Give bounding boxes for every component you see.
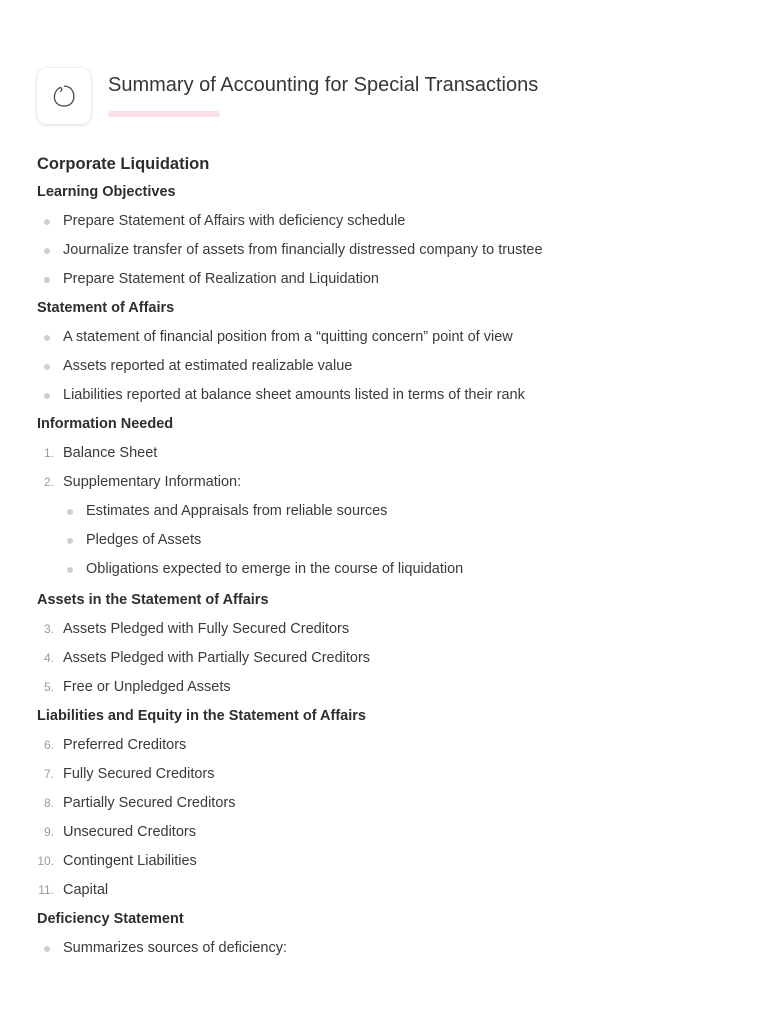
item-number: 5. — [43, 680, 54, 694]
list-item-text: Assets Pledged with Fully Secured Creditors — [63, 621, 350, 637]
numbered-item — [37, 644, 737, 673]
list-item — [37, 934, 737, 963]
deficiency-heading: Deficiency Statement — [37, 911, 184, 927]
numbered-item — [37, 439, 737, 468]
title-accent-bar — [108, 111, 220, 117]
list-item-text: Partially Secured Creditors — [63, 795, 236, 811]
item-number: 8. — [43, 796, 54, 810]
bullet-icon — [67, 567, 73, 573]
nested-list-item — [37, 497, 737, 526]
learning-objectives-heading: Learning Objectives — [37, 184, 176, 200]
item-number: 6. — [43, 738, 54, 752]
numbered-item — [37, 818, 737, 847]
bullet-icon — [67, 509, 73, 515]
numbered-item — [37, 760, 737, 789]
numbered-item — [37, 731, 737, 760]
supplementary-info-list — [37, 497, 737, 584]
item-number: 1. — [43, 446, 54, 460]
bullet-icon — [44, 946, 50, 952]
list-item-text: Journalize transfer of assets from financially distressed company to trustee — [63, 242, 543, 258]
bullet-icon — [67, 538, 73, 544]
list-item-text: Fully Secured Creditors — [63, 766, 215, 782]
assets-list — [37, 615, 737, 702]
list-item-text: Liabilities reported at balance sheet amounts listed in terms of their rank — [63, 387, 525, 403]
page-header — [37, 68, 737, 128]
section-title: Corporate Liquidation — [37, 155, 210, 173]
list-item-text: Contingent Liabilities — [63, 853, 197, 869]
bullet-icon — [44, 364, 50, 370]
liabilities-heading: Liabilities and Equity in the Statement of Affairs — [37, 708, 366, 724]
numbered-item — [37, 468, 737, 497]
list-item-text: Unsecured Creditors — [63, 824, 196, 840]
numbered-item — [37, 876, 737, 905]
item-number: 2. — [43, 475, 54, 489]
page-title: Summary of Accounting for Special Transactions — [108, 74, 539, 96]
list-item — [37, 381, 737, 410]
list-item-text: Summarizes sources of deficiency: — [63, 940, 288, 956]
bullet-icon — [44, 277, 50, 283]
deficiency-list — [37, 934, 737, 963]
list-item-text: Preferred Creditors — [63, 737, 187, 753]
list-item-text: Capital — [63, 882, 109, 898]
numbered-item — [37, 847, 737, 876]
list-item — [37, 207, 737, 236]
list-item-text: A statement of financial position from a “quitting concern” point of view — [63, 329, 513, 345]
bullet-icon — [44, 335, 50, 341]
information-needed-heading: Information Needed — [37, 416, 174, 432]
list-item — [37, 236, 737, 265]
bullet-icon — [44, 219, 50, 225]
numbered-item — [37, 673, 737, 702]
list-item-text: Assets reported at estimated realizable value — [63, 358, 353, 374]
item-number: 10. — [37, 854, 54, 868]
learning-objectives-list — [37, 207, 737, 294]
numbered-item — [37, 789, 737, 818]
list-item — [37, 265, 737, 294]
item-number: 7. — [43, 767, 54, 781]
nested-list-item — [37, 555, 737, 584]
numbered-item — [37, 615, 737, 644]
list-item-text: Estimates and Appraisals from reliable sources — [86, 503, 388, 519]
list-item-text: Prepare Statement of Realization and Liquidation — [63, 271, 379, 287]
list-item-text: Obligations expected to emerge in the course of liquidation — [86, 561, 464, 577]
item-number: 9. — [43, 825, 54, 839]
assets-heading: Assets in the Statement of Affairs — [37, 592, 269, 608]
list-item-text: Free or Unpledged Assets — [63, 679, 231, 695]
liabilities-list — [37, 731, 737, 905]
item-number: 4. — [43, 651, 54, 665]
statement-of-affairs-heading: Statement of Affairs — [37, 300, 175, 316]
document-content — [37, 150, 737, 963]
list-item-text: Supplementary Information: — [63, 474, 242, 490]
nested-list-item — [37, 526, 737, 555]
information-needed-list — [37, 439, 737, 497]
statement-of-affairs-list — [37, 323, 737, 410]
list-item — [37, 352, 737, 381]
item-number: 3. — [43, 622, 54, 636]
bullet-icon — [44, 393, 50, 399]
notes-blob-icon[interactable] — [37, 68, 91, 124]
list-item-text: Assets Pledged with Partially Secured Creditors — [63, 650, 371, 666]
list-item — [37, 323, 737, 352]
item-number: 11. — [38, 883, 54, 897]
list-item-text: Balance Sheet — [63, 445, 158, 461]
bullet-icon — [44, 248, 50, 254]
list-item-text: Pledges of Assets — [86, 532, 202, 548]
list-item-text: Prepare Statement of Affairs with deficiency schedule — [63, 213, 406, 229]
